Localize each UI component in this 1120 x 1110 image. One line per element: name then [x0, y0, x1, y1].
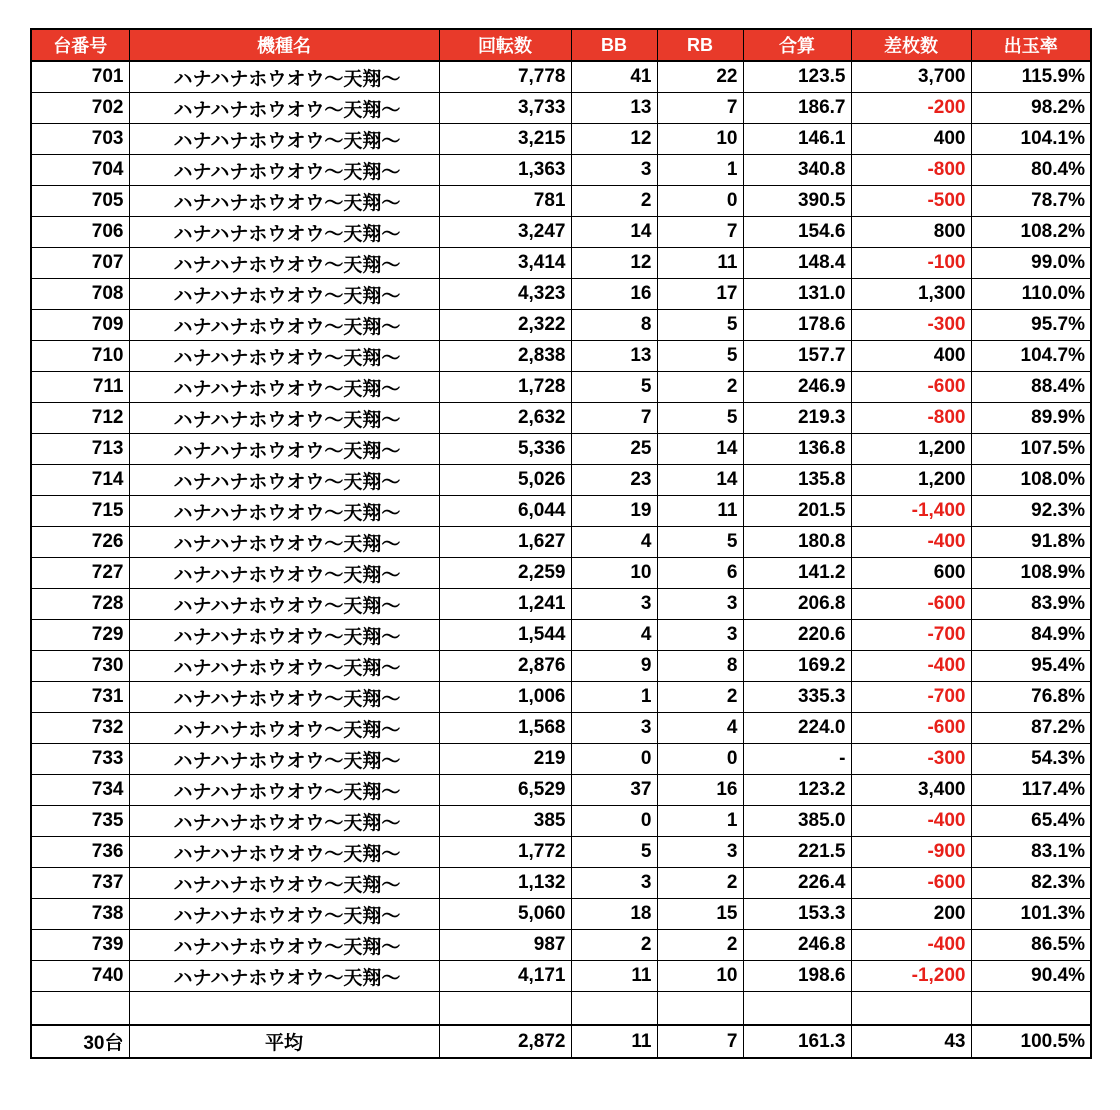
- table-row: [31, 713, 1091, 744]
- cell-bb-count: 12: [571, 248, 657, 279]
- cell-machine-number: 726: [31, 527, 129, 558]
- cell-payout-rate: 82.3%: [971, 868, 1091, 899]
- blank-cell: [31, 992, 129, 1026]
- cell-payout-rate: 117.4%: [971, 775, 1091, 806]
- cell-payout-rate: 110.0%: [971, 279, 1091, 310]
- cell-model-name: ハナハナホウオウ～天翔～: [129, 279, 439, 310]
- cell-combined-rate: 141.2: [743, 558, 851, 589]
- cell-machine-number: 728: [31, 589, 129, 620]
- blank-cell: [743, 992, 851, 1026]
- footer-avg-payout-rate: 100.5%: [971, 1025, 1091, 1058]
- cell-payout-rate: 88.4%: [971, 372, 1091, 403]
- cell-spins: 1,568: [439, 713, 571, 744]
- cell-machine-number: 731: [31, 682, 129, 713]
- cell-payout-rate: 92.3%: [971, 496, 1091, 527]
- table-row: [31, 434, 1091, 465]
- cell-combined-rate: 136.8: [743, 434, 851, 465]
- cell-spins: 385: [439, 806, 571, 837]
- cell-rb-count: 2: [657, 682, 743, 713]
- cell-payout-rate: 104.7%: [971, 341, 1091, 372]
- cell-rb-count: 7: [657, 217, 743, 248]
- cell-medal-diff: -700: [851, 682, 971, 713]
- cell-model-name: ハナハナホウオウ～天翔～: [129, 465, 439, 496]
- cell-rb-count: 3: [657, 620, 743, 651]
- cell-machine-number: 712: [31, 403, 129, 434]
- cell-rb-count: 5: [657, 310, 743, 341]
- cell-payout-rate: 101.3%: [971, 899, 1091, 930]
- cell-model-name: ハナハナホウオウ～天翔～: [129, 558, 439, 589]
- cell-medal-diff: 800: [851, 217, 971, 248]
- cell-bb-count: 0: [571, 806, 657, 837]
- table-row: [31, 465, 1091, 496]
- cell-combined-rate: 153.3: [743, 899, 851, 930]
- cell-rb-count: 0: [657, 186, 743, 217]
- cell-rb-count: 4: [657, 713, 743, 744]
- footer-avg-spins: 2,872: [439, 1025, 571, 1058]
- cell-spins: 3,215: [439, 124, 571, 155]
- table-row: [31, 899, 1091, 930]
- cell-model-name: ハナハナホウオウ～天翔～: [129, 61, 439, 93]
- cell-spins: 2,322: [439, 310, 571, 341]
- cell-model-name: ハナハナホウオウ～天翔～: [129, 651, 439, 682]
- cell-payout-rate: 108.0%: [971, 465, 1091, 496]
- table-row: [31, 589, 1091, 620]
- col-header-combined: 合算: [743, 29, 851, 61]
- cell-model-name: ハナハナホウオウ～天翔～: [129, 496, 439, 527]
- table-row: [31, 930, 1091, 961]
- cell-combined-rate: 178.6: [743, 310, 851, 341]
- cell-spins: 6,044: [439, 496, 571, 527]
- cell-medal-diff: 200: [851, 899, 971, 930]
- cell-rb-count: 0: [657, 744, 743, 775]
- cell-machine-number: 704: [31, 155, 129, 186]
- cell-medal-diff: -700: [851, 620, 971, 651]
- cell-model-name: ハナハナホウオウ～天翔～: [129, 403, 439, 434]
- cell-bb-count: 16: [571, 279, 657, 310]
- blank-cell: [657, 992, 743, 1026]
- cell-bb-count: 7: [571, 403, 657, 434]
- cell-model-name: ハナハナホウオウ～天翔～: [129, 930, 439, 961]
- cell-spins: 781: [439, 186, 571, 217]
- cell-machine-number: 727: [31, 558, 129, 589]
- col-header-bb: BB: [571, 29, 657, 61]
- cell-medal-diff: -100: [851, 248, 971, 279]
- cell-combined-rate: 154.6: [743, 217, 851, 248]
- cell-bb-count: 23: [571, 465, 657, 496]
- cell-machine-number: 701: [31, 61, 129, 93]
- cell-spins: 7,778: [439, 61, 571, 93]
- cell-rb-count: 22: [657, 61, 743, 93]
- col-header-rb: RB: [657, 29, 743, 61]
- table-row: [31, 837, 1091, 868]
- cell-combined-rate: 206.8: [743, 589, 851, 620]
- slot-data-table: [30, 28, 1092, 1059]
- cell-medal-diff: -600: [851, 868, 971, 899]
- cell-bb-count: 10: [571, 558, 657, 589]
- cell-bb-count: 41: [571, 61, 657, 93]
- header-row: [31, 29, 1091, 61]
- cell-spins: 2,876: [439, 651, 571, 682]
- cell-model-name: ハナハナホウオウ～天翔～: [129, 775, 439, 806]
- cell-spins: 2,632: [439, 403, 571, 434]
- cell-bb-count: 12: [571, 124, 657, 155]
- cell-machine-number: 711: [31, 372, 129, 403]
- cell-machine-number: 732: [31, 713, 129, 744]
- cell-combined-rate: 201.5: [743, 496, 851, 527]
- cell-medal-diff: -400: [851, 930, 971, 961]
- footer-label-average: 平均: [129, 1025, 439, 1058]
- table-row: [31, 372, 1091, 403]
- cell-medal-diff: -300: [851, 744, 971, 775]
- cell-rb-count: 8: [657, 651, 743, 682]
- cell-payout-rate: 84.9%: [971, 620, 1091, 651]
- cell-model-name: ハナハナホウオウ～天翔～: [129, 527, 439, 558]
- cell-combined-rate: 123.5: [743, 61, 851, 93]
- cell-medal-diff: 400: [851, 124, 971, 155]
- cell-payout-rate: 76.8%: [971, 682, 1091, 713]
- cell-model-name: ハナハナホウオウ～天翔～: [129, 620, 439, 651]
- cell-model-name: ハナハナホウオウ～天翔～: [129, 837, 439, 868]
- col-header-spins: 回転数: [439, 29, 571, 61]
- cell-bb-count: 3: [571, 155, 657, 186]
- footer-avg-bb: 11: [571, 1025, 657, 1058]
- table-row: [31, 682, 1091, 713]
- cell-machine-number: 715: [31, 496, 129, 527]
- cell-machine-number: 707: [31, 248, 129, 279]
- cell-payout-rate: 95.7%: [971, 310, 1091, 341]
- cell-model-name: ハナハナホウオウ～天翔～: [129, 248, 439, 279]
- cell-machine-number: 703: [31, 124, 129, 155]
- cell-rb-count: 16: [657, 775, 743, 806]
- cell-machine-number: 734: [31, 775, 129, 806]
- table-row: [31, 217, 1091, 248]
- cell-combined-rate: 169.2: [743, 651, 851, 682]
- cell-medal-diff: -200: [851, 93, 971, 124]
- cell-medal-diff: -1,200: [851, 961, 971, 992]
- table-row: [31, 496, 1091, 527]
- cell-rb-count: 5: [657, 341, 743, 372]
- cell-payout-rate: 99.0%: [971, 248, 1091, 279]
- col-header-medal-diff: 差枚数: [851, 29, 971, 61]
- cell-medal-diff: -900: [851, 837, 971, 868]
- cell-bb-count: 4: [571, 620, 657, 651]
- cell-medal-diff: -1,400: [851, 496, 971, 527]
- cell-combined-rate: 180.8: [743, 527, 851, 558]
- cell-payout-rate: 86.5%: [971, 930, 1091, 961]
- cell-model-name: ハナハナホウオウ～天翔～: [129, 186, 439, 217]
- cell-rb-count: 2: [657, 868, 743, 899]
- cell-combined-rate: 157.7: [743, 341, 851, 372]
- cell-bb-count: 13: [571, 93, 657, 124]
- cell-payout-rate: 83.1%: [971, 837, 1091, 868]
- cell-machine-number: 714: [31, 465, 129, 496]
- cell-model-name: ハナハナホウオウ～天翔～: [129, 713, 439, 744]
- col-header-machine-number: 台番号: [31, 29, 129, 61]
- table-row: [31, 868, 1091, 899]
- cell-medal-diff: -800: [851, 155, 971, 186]
- cell-rb-count: 11: [657, 496, 743, 527]
- cell-bb-count: 1: [571, 682, 657, 713]
- cell-machine-number: 729: [31, 620, 129, 651]
- cell-spins: 6,529: [439, 775, 571, 806]
- cell-machine-number: 737: [31, 868, 129, 899]
- cell-model-name: ハナハナホウオウ～天翔～: [129, 155, 439, 186]
- cell-rb-count: 17: [657, 279, 743, 310]
- cell-spins: 5,336: [439, 434, 571, 465]
- cell-bb-count: 18: [571, 899, 657, 930]
- table-row: [31, 744, 1091, 775]
- blank-cell: [851, 992, 971, 1026]
- cell-combined-rate: -: [743, 744, 851, 775]
- cell-rb-count: 14: [657, 465, 743, 496]
- cell-machine-number: 713: [31, 434, 129, 465]
- cell-model-name: ハナハナホウオウ～天翔～: [129, 589, 439, 620]
- cell-combined-rate: 220.6: [743, 620, 851, 651]
- cell-payout-rate: 89.9%: [971, 403, 1091, 434]
- cell-bb-count: 0: [571, 744, 657, 775]
- cell-medal-diff: -400: [851, 806, 971, 837]
- cell-model-name: ハナハナホウオウ～天翔～: [129, 868, 439, 899]
- cell-machine-number: 702: [31, 93, 129, 124]
- cell-bb-count: 4: [571, 527, 657, 558]
- cell-medal-diff: 3,400: [851, 775, 971, 806]
- cell-bb-count: 8: [571, 310, 657, 341]
- cell-rb-count: 5: [657, 527, 743, 558]
- table-row: [31, 651, 1091, 682]
- table-row: [31, 186, 1091, 217]
- table-row: [31, 527, 1091, 558]
- table-row: [31, 620, 1091, 651]
- table-row: [31, 248, 1091, 279]
- cell-combined-rate: 219.3: [743, 403, 851, 434]
- table-row: [31, 341, 1091, 372]
- cell-spins: 219: [439, 744, 571, 775]
- cell-combined-rate: 221.5: [743, 837, 851, 868]
- cell-bb-count: 3: [571, 589, 657, 620]
- table-row: [31, 775, 1091, 806]
- cell-medal-diff: 3,700: [851, 61, 971, 93]
- table-row: [31, 124, 1091, 155]
- cell-machine-number: 730: [31, 651, 129, 682]
- cell-model-name: ハナハナホウオウ～天翔～: [129, 434, 439, 465]
- cell-payout-rate: 108.9%: [971, 558, 1091, 589]
- col-header-payout-rate: 出玉率: [971, 29, 1091, 61]
- cell-rb-count: 1: [657, 155, 743, 186]
- cell-bb-count: 25: [571, 434, 657, 465]
- cell-model-name: ハナハナホウオウ～天翔～: [129, 682, 439, 713]
- cell-model-name: ハナハナホウオウ～天翔～: [129, 124, 439, 155]
- cell-spins: 1,241: [439, 589, 571, 620]
- cell-spins: 3,247: [439, 217, 571, 248]
- cell-bb-count: 37: [571, 775, 657, 806]
- cell-rb-count: 3: [657, 837, 743, 868]
- cell-machine-number: 706: [31, 217, 129, 248]
- table-row: [31, 310, 1091, 341]
- cell-spins: 2,838: [439, 341, 571, 372]
- cell-machine-number: 709: [31, 310, 129, 341]
- footer-avg-combined: 161.3: [743, 1025, 851, 1058]
- cell-spins: 2,259: [439, 558, 571, 589]
- cell-spins: 5,026: [439, 465, 571, 496]
- cell-spins: 1,006: [439, 682, 571, 713]
- cell-medal-diff: -600: [851, 713, 971, 744]
- cell-payout-rate: 104.1%: [971, 124, 1091, 155]
- cell-combined-rate: 146.1: [743, 124, 851, 155]
- cell-machine-number: 708: [31, 279, 129, 310]
- cell-bb-count: 2: [571, 186, 657, 217]
- cell-bb-count: 5: [571, 372, 657, 403]
- cell-combined-rate: 131.0: [743, 279, 851, 310]
- cell-medal-diff: -400: [851, 651, 971, 682]
- cell-payout-rate: 83.9%: [971, 589, 1091, 620]
- cell-payout-rate: 95.4%: [971, 651, 1091, 682]
- cell-combined-rate: 246.9: [743, 372, 851, 403]
- table-row: [31, 61, 1091, 93]
- cell-combined-rate: 335.3: [743, 682, 851, 713]
- cell-payout-rate: 65.4%: [971, 806, 1091, 837]
- cell-machine-number: 710: [31, 341, 129, 372]
- blank-cell: [129, 992, 439, 1026]
- cell-rb-count: 10: [657, 124, 743, 155]
- cell-combined-rate: 246.8: [743, 930, 851, 961]
- cell-machine-number: 740: [31, 961, 129, 992]
- cell-bb-count: 9: [571, 651, 657, 682]
- cell-spins: 1,772: [439, 837, 571, 868]
- cell-rb-count: 3: [657, 589, 743, 620]
- footer-avg-medal-diff: 43: [851, 1025, 971, 1058]
- cell-combined-rate: 123.2: [743, 775, 851, 806]
- cell-combined-rate: 385.0: [743, 806, 851, 837]
- cell-rb-count: 10: [657, 961, 743, 992]
- cell-payout-rate: 108.2%: [971, 217, 1091, 248]
- cell-machine-number: 733: [31, 744, 129, 775]
- blank-cell: [571, 992, 657, 1026]
- cell-model-name: ハナハナホウオウ～天翔～: [129, 744, 439, 775]
- cell-machine-number: 735: [31, 806, 129, 837]
- cell-rb-count: 6: [657, 558, 743, 589]
- cell-model-name: ハナハナホウオウ～天翔～: [129, 341, 439, 372]
- cell-model-name: ハナハナホウオウ～天翔～: [129, 899, 439, 930]
- cell-rb-count: 15: [657, 899, 743, 930]
- cell-medal-diff: 1,200: [851, 465, 971, 496]
- cell-rb-count: 11: [657, 248, 743, 279]
- cell-payout-rate: 115.9%: [971, 61, 1091, 93]
- cell-model-name: ハナハナホウオウ～天翔～: [129, 372, 439, 403]
- cell-spins: 4,171: [439, 961, 571, 992]
- cell-model-name: ハナハナホウオウ～天翔～: [129, 961, 439, 992]
- cell-machine-number: 705: [31, 186, 129, 217]
- cell-combined-rate: 340.8: [743, 155, 851, 186]
- cell-bb-count: 3: [571, 713, 657, 744]
- cell-payout-rate: 90.4%: [971, 961, 1091, 992]
- table-row: [31, 155, 1091, 186]
- cell-payout-rate: 107.5%: [971, 434, 1091, 465]
- cell-medal-diff: 600: [851, 558, 971, 589]
- cell-combined-rate: 226.4: [743, 868, 851, 899]
- cell-spins: 1,544: [439, 620, 571, 651]
- cell-bb-count: 19: [571, 496, 657, 527]
- cell-spins: 1,627: [439, 527, 571, 558]
- cell-machine-number: 738: [31, 899, 129, 930]
- cell-rb-count: 5: [657, 403, 743, 434]
- table-row: [31, 403, 1091, 434]
- cell-spins: 4,323: [439, 279, 571, 310]
- table-row: [31, 558, 1091, 589]
- cell-rb-count: 7: [657, 93, 743, 124]
- blank-cell: [439, 992, 571, 1026]
- cell-spins: 1,728: [439, 372, 571, 403]
- footer-avg-rb: 7: [657, 1025, 743, 1058]
- cell-spins: 3,733: [439, 93, 571, 124]
- cell-model-name: ハナハナホウオウ～天翔～: [129, 93, 439, 124]
- cell-combined-rate: 224.0: [743, 713, 851, 744]
- cell-combined-rate: 135.8: [743, 465, 851, 496]
- cell-model-name: ハナハナホウオウ～天翔～: [129, 806, 439, 837]
- cell-payout-rate: 54.3%: [971, 744, 1091, 775]
- cell-combined-rate: 186.7: [743, 93, 851, 124]
- cell-spins: 1,132: [439, 868, 571, 899]
- cell-bb-count: 11: [571, 961, 657, 992]
- cell-medal-diff: -300: [851, 310, 971, 341]
- cell-rb-count: 2: [657, 930, 743, 961]
- cell-medal-diff: -400: [851, 527, 971, 558]
- col-header-model-name: 機種名: [129, 29, 439, 61]
- blank-cell: [971, 992, 1091, 1026]
- cell-bb-count: 2: [571, 930, 657, 961]
- cell-spins: 3,414: [439, 248, 571, 279]
- cell-medal-diff: -600: [851, 589, 971, 620]
- cell-rb-count: 1: [657, 806, 743, 837]
- cell-spins: 5,060: [439, 899, 571, 930]
- footer-row: [31, 1025, 1091, 1058]
- cell-medal-diff: 1,200: [851, 434, 971, 465]
- table-row: [31, 961, 1091, 992]
- cell-combined-rate: 148.4: [743, 248, 851, 279]
- cell-payout-rate: 80.4%: [971, 155, 1091, 186]
- table-row: [31, 279, 1091, 310]
- cell-bb-count: 14: [571, 217, 657, 248]
- cell-machine-number: 739: [31, 930, 129, 961]
- cell-payout-rate: 91.8%: [971, 527, 1091, 558]
- blank-row: [31, 992, 1091, 1026]
- cell-machine-number: 736: [31, 837, 129, 868]
- cell-payout-rate: 87.2%: [971, 713, 1091, 744]
- cell-medal-diff: -500: [851, 186, 971, 217]
- cell-spins: 1,363: [439, 155, 571, 186]
- cell-medal-diff: 1,300: [851, 279, 971, 310]
- cell-payout-rate: 98.2%: [971, 93, 1091, 124]
- table-row: [31, 93, 1091, 124]
- cell-model-name: ハナハナホウオウ～天翔～: [129, 217, 439, 248]
- table-row: [31, 806, 1091, 837]
- cell-rb-count: 2: [657, 372, 743, 403]
- cell-payout-rate: 78.7%: [971, 186, 1091, 217]
- cell-medal-diff: -800: [851, 403, 971, 434]
- cell-combined-rate: 390.5: [743, 186, 851, 217]
- cell-rb-count: 14: [657, 434, 743, 465]
- cell-bb-count: 13: [571, 341, 657, 372]
- cell-combined-rate: 198.6: [743, 961, 851, 992]
- cell-medal-diff: -600: [851, 372, 971, 403]
- footer-machine-count: 30台: [31, 1025, 129, 1058]
- cell-spins: 987: [439, 930, 571, 961]
- cell-bb-count: 5: [571, 837, 657, 868]
- cell-medal-diff: 400: [851, 341, 971, 372]
- cell-model-name: ハナハナホウオウ～天翔～: [129, 310, 439, 341]
- cell-bb-count: 3: [571, 868, 657, 899]
